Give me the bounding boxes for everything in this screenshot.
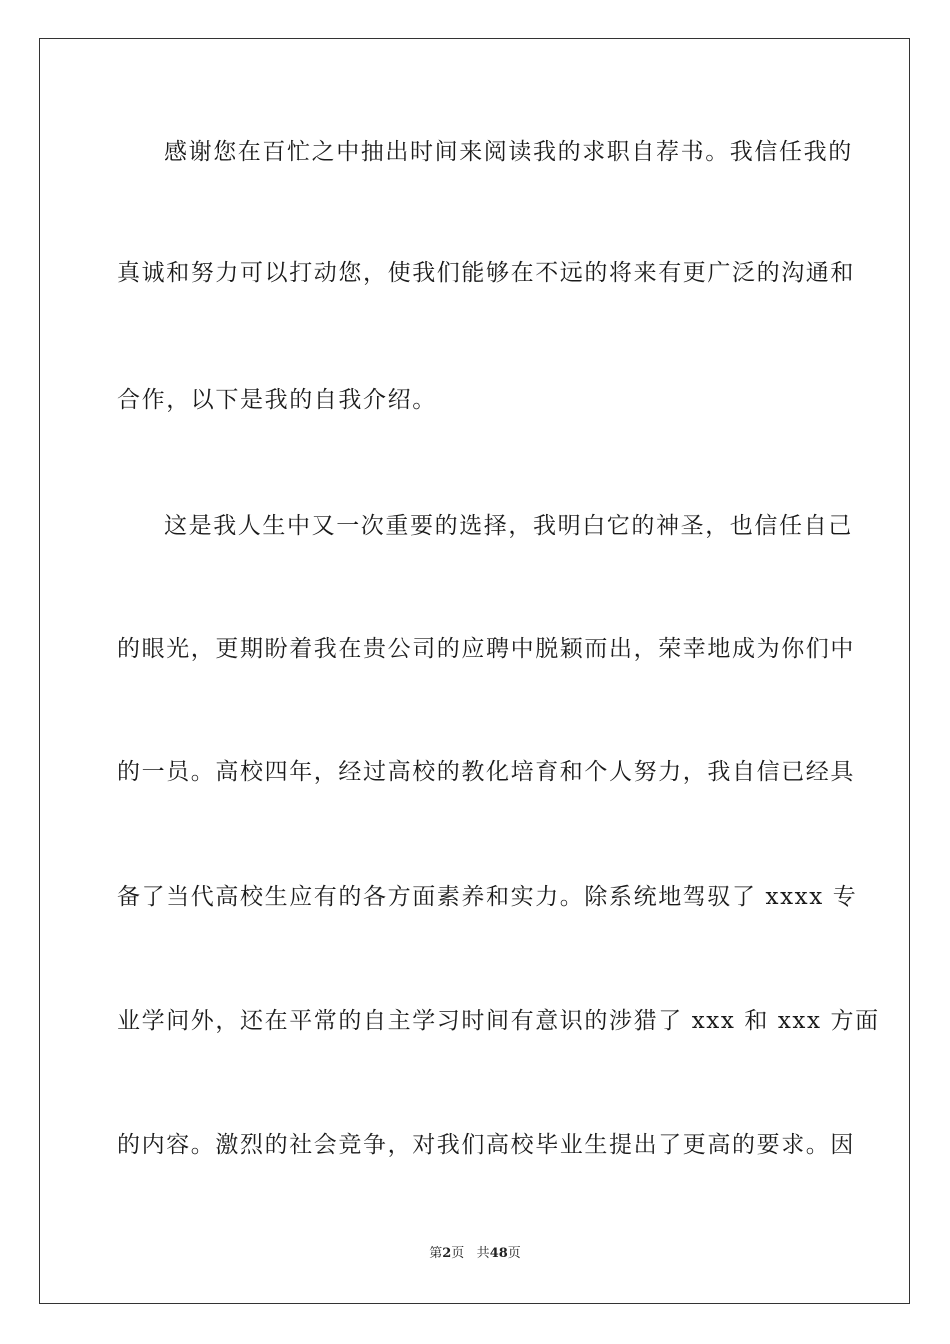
paragraph-1-line-1: 感谢您在百忙之中抽出时间来阅读我的求职自荐书。我信任我的	[164, 139, 853, 165]
page-suffix: 页	[451, 1246, 465, 1261]
paragraph-2-line-5: 业学问外，还在平常的自主学习时间有意识的涉猎了 xxx 和 xxx 方面	[117, 1008, 880, 1034]
total-pages: 48	[489, 1246, 508, 1261]
total-suffix: 页	[507, 1246, 521, 1261]
page-number: 2	[442, 1246, 452, 1261]
paragraph-1-line-3: 合作，以下是我的自我介绍。	[117, 387, 437, 413]
paragraph-2-line-4: 备了当代高校生应有的各方面素养和实力。除系统地驾驭了 xxxx 专	[117, 884, 858, 910]
paragraph-2-line-1: 这是我人生中又一次重要的选择，我明白它的神圣，也信任自己	[164, 513, 853, 539]
paragraph-2-line-6: 的内容。激烈的社会竞争，对我们高校毕业生提出了更高的要求。因	[117, 1132, 855, 1158]
paragraph-1-line-2: 真诚和努力可以打动您，使我们能够在不远的将来有更广泛的沟通和	[117, 260, 855, 286]
page-footer	[0, 1245, 950, 1263]
page-border	[39, 38, 910, 1304]
paragraph-2-line-2: 的眼光，更期盼着我在贵公司的应聘中脱颖而出，荣幸地成为你们中	[117, 636, 855, 662]
total-prefix: 共	[476, 1246, 490, 1261]
page-prefix: 第	[429, 1246, 443, 1261]
paragraph-2-line-3: 的一员。高校四年，经过高校的教化培育和个人努力，我自信已经具	[117, 759, 855, 785]
